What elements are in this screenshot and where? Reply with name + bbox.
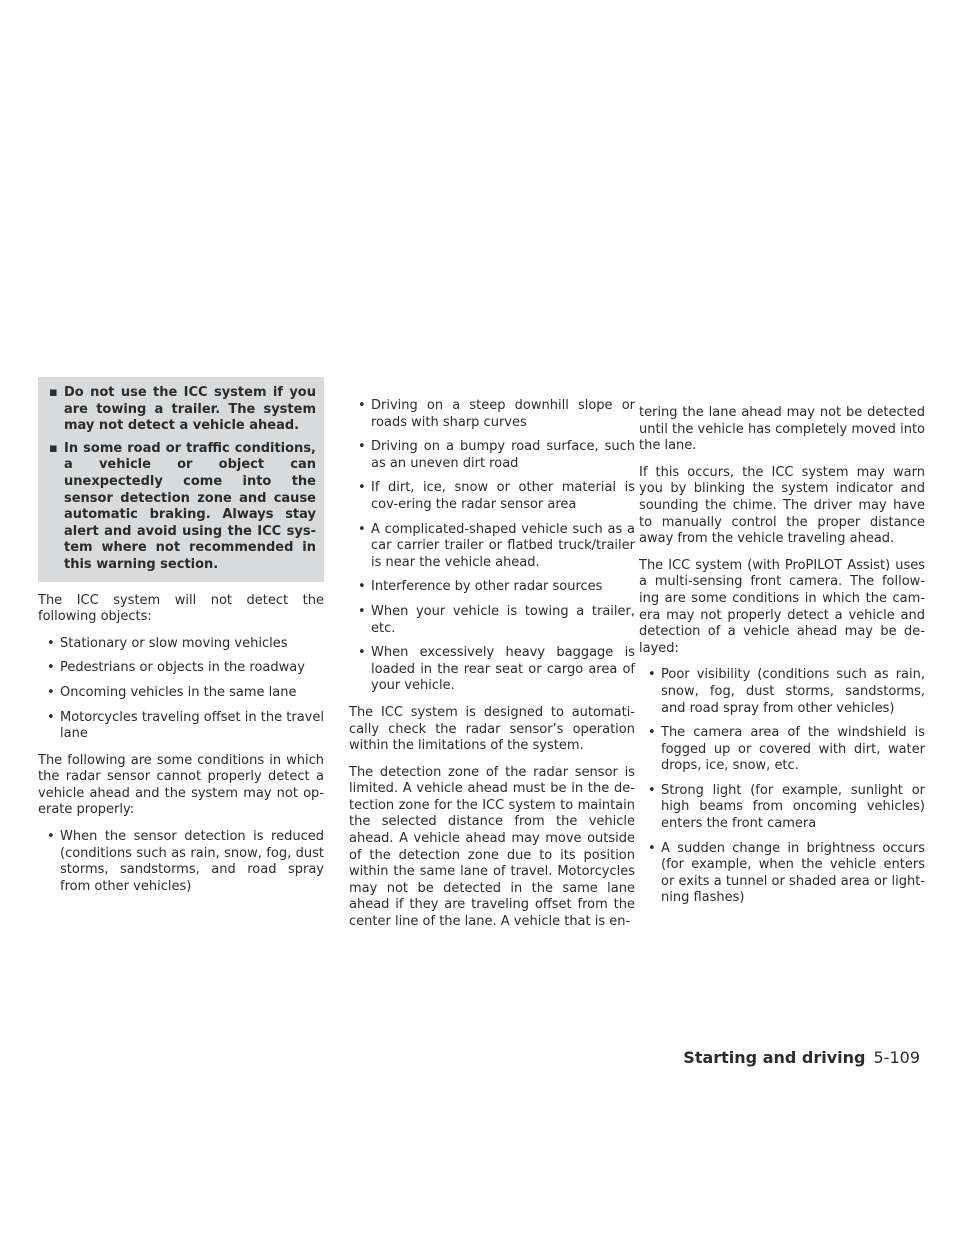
list-item: • The camera area of the windshield is fogged up or covered with dirt, water drops, ice, snow, etc. <box>639 725 925 775</box>
bullet-list <box>38 636 324 743</box>
list-item: • When excessively heavy baggage is loaded in the rear seat or cargo area of your vehicle. <box>349 645 635 695</box>
paragraph: The following are some conditions in which the radar sensor cannot properly detect a vehicle ahead and the system may not op-erate properly: <box>38 752 324 818</box>
warning-item: ▪ Do not use the ICC system if you are towing a trailer. The system may not detect a vehicle ahead. <box>46 385 316 435</box>
list-item: • Strong light (for example, sunlight or high beams from oncoming vehicles) enters the front camera <box>639 783 925 833</box>
bullet-list <box>639 667 925 907</box>
list-item: • Stationary or slow moving vehicles <box>38 636 324 653</box>
page-number: 5-109 <box>873 1048 920 1067</box>
bullet-list <box>38 829 324 895</box>
column-1 <box>38 385 324 905</box>
list-item: • A sudden change in brightness occurs (for example, when the vehicle enters or exits a tunnel or shaded area or light-ning flashes) <box>639 841 925 907</box>
list-item: • Driving on a steep downhill slope or roads with sharp curves <box>349 398 635 431</box>
list-item: • Oncoming vehicles in the same lane <box>38 685 324 702</box>
warning-box <box>38 377 324 582</box>
list-item: • If dirt, ice, snow or other material is cov-ering the radar sensor area <box>349 480 635 513</box>
list-item: • Driving on a bumpy road surface, such as an uneven dirt road <box>349 439 635 472</box>
paragraph: The ICC system (with ProPILOT Assist) uses a multi-sensing front camera. The follow-ing are some conditions in which the cam-era may not properly detect a vehicle and detection of a vehicle ahead may be de-layed: <box>639 557 925 656</box>
list-item: • Interference by other radar sources <box>349 579 635 596</box>
list-item: • A complicated-shaped vehicle such as a car carrier trailer or flatbed truck/trailer is near the vehicle ahead. <box>349 522 635 572</box>
list-item: • Pedestrians or objects in the roadway <box>38 660 324 677</box>
paragraph: If this occurs, the ICC system may warn you by blinking the system indicator and sounding the chime. The driver may have to manually control the proper distance away from the vehicle traveling ahead. <box>639 464 925 547</box>
page-footer <box>683 1050 920 1067</box>
paragraph: The ICC system is designed to automati-cally check the radar sensor’s operation within the limitations of the system. <box>349 704 635 754</box>
bullet-list <box>349 398 635 695</box>
paragraph: tering the lane ahead may not be detected until the vehicle has completely moved into the lane. <box>639 405 925 454</box>
list-item: • When the sensor detection is reduced (conditions such as rain, snow, fog, dust storms, sandstorms, and road spray from other vehicles) <box>38 829 324 895</box>
section-title: Starting and driving <box>683 1048 866 1067</box>
list-item: • Motorcycles traveling offset in the travel lane <box>38 710 324 743</box>
list-item: • When your vehicle is towing a trailer, etc. <box>349 604 635 637</box>
paragraph: The ICC system will not detect the following objects: <box>38 592 324 625</box>
column-2 <box>349 398 635 941</box>
warning-item: ▪ In some road or traffic conditions, a vehicle or object can unexpectedly come into the sensor detection zone and cause automatic braking. Always stay alert and avoid using the ICC sys-tem where not recommended in this warning section. <box>46 441 316 574</box>
column-3 <box>639 405 925 917</box>
list-item: • Poor visibility (conditions such as rain, snow, fog, dust storms, sandstorms, and road spray from other vehicles) <box>639 667 925 717</box>
paragraph: The detection zone of the radar sensor is limited. A vehicle ahead must be in the de-tection zone for the ICC system to maintain the selected distance from the vehicle ahead. A vehicle ahead may move outside of the detection zone due to its position within the same lane of travel. Motorcycles may not be detected in the same lane ahead if they are traveling offset from the center line of the lane. A vehicle that is en- <box>349 764 635 930</box>
